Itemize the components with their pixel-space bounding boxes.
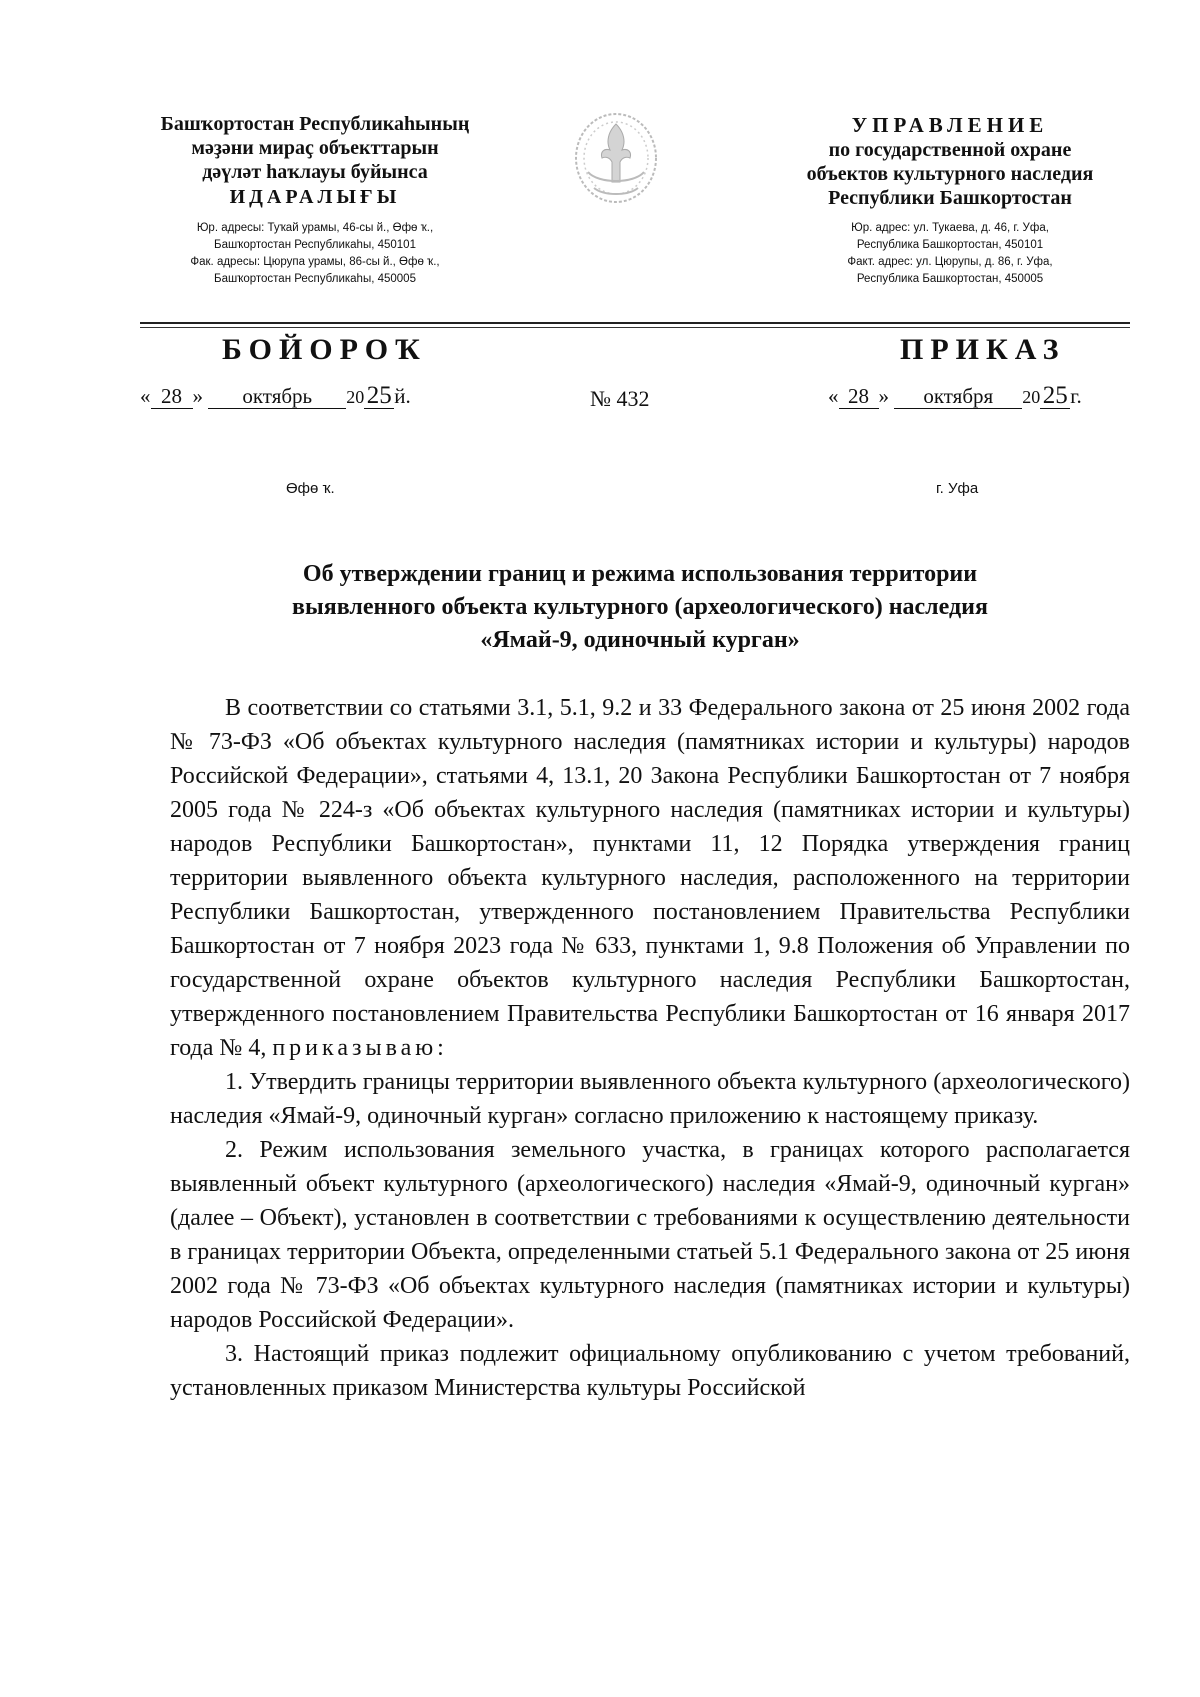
date-century: 20: [1022, 387, 1041, 407]
org-name-bashkir-line4: ИДАРАЛЫҒЫ: [229, 186, 401, 208]
city-bashkir: Өфө ҡ.: [286, 480, 335, 497]
org-name-bashkir-line1: Башҡортостан Республикаһының: [160, 113, 470, 135]
order-word: приказываю:: [272, 1035, 448, 1061]
date-bashkir: [140, 384, 411, 409]
preamble-paragraph: [170, 691, 1130, 1065]
order-heading: [170, 558, 1110, 657]
date-day: 28: [839, 384, 879, 409]
quote-close: »: [192, 384, 203, 408]
clause-2: 2. Режим использования земельного участка, в границах которого располагается выявленный объект культурного (археологического) наследия «Ямай-9, одиночный курган» (далее – Объект), установлен в соответствии с требованиями к осуществлению деятельности в границах территории Объекта, определенными статьей 5.1 Федерального закона от 25 июня 2002 года № 73-ФЗ «Об объектах культурного наследия (памятниках истории и культуры) народов Российской Федерации».: [170, 1137, 1130, 1333]
heading-line: выявленного объекта культурного (археологического) наследия: [292, 594, 988, 620]
preamble-text: В соответствии со статьями 3.1, 5.1, 9.2 и 33 Федерального закона от 25 июня 2002 года № 73-ФЗ «Об объектах культурного наследия (памятниках истории и культуры) народов Российской Федерации», статьями 4, 13.1, 20 Закона Республики Башкортостан от 7 ноября 2005 года № 224-з «Об объектах культурного наследия (памятниках истории и культуры) народов Республики Башкортостан», пунктами 11, 12 Порядка утверждения границ территории выявленного объекта культурного наследия, расположенного на территории Республики Башкортостан, утвержденного постановлением Правительства Республики Башкортостан от 7 ноября 2023 года № 633, пунктами 1, 9.8 Положения об Управлении по государственной охране объектов культурного наследия Республики Башкортостан, утвержденного постановлением Правительства Республики Башкортостан от 16 января 2017 года № 4,: [170, 695, 1130, 1061]
address-line: Башҡортостан Республикаһы, 450005: [214, 273, 416, 285]
city-russian: г. Уфа: [936, 480, 979, 497]
quote-open: «: [828, 384, 839, 408]
address-line: Юр. адрес: ул. Тукаева, д. 46, г. Уфа,: [851, 222, 1049, 234]
order-body: [170, 691, 1130, 1405]
header-right: [775, 112, 1125, 288]
date-russian: [828, 384, 1082, 409]
address-line: Фак. адресы: Цюрупа урамы, 86-сы й., Өфө ҡ.,: [190, 256, 440, 268]
order-number: № 432: [590, 386, 650, 411]
address-russian: [775, 220, 1125, 288]
date-month: октябрь: [208, 384, 346, 409]
org-name-bashkir-line2: мәҙәни мираҫ объекттарын: [191, 137, 439, 159]
org-name-russian-line3: объектов культурного наследия: [806, 163, 1094, 185]
address-line: Республика Башкортостан, 450005: [856, 273, 1044, 285]
coat-of-arms-emblem-icon: [568, 102, 664, 210]
heading-line: «Ямай-9, одиночный курган»: [480, 627, 800, 653]
address-line: Юр. адресы: Туҡай урамы, 46-сы й., Өфө ҡ.,: [196, 222, 434, 234]
document-type-bashkir: БОЙОРОҠ: [222, 333, 427, 366]
quote-close: »: [878, 384, 889, 408]
header-divider-thin: [140, 327, 1130, 328]
clause-1: 1. Утвердить границы территории выявленного объекта культурного (археологического) наследия «Ямай-9, одиночный курган» согласно приложению к настоящему приказу.: [170, 1069, 1130, 1129]
header-divider: [140, 322, 1130, 324]
address-line: Башҡортостан Республикаһы, 450101: [214, 239, 416, 251]
date-month: октября: [894, 384, 1022, 409]
clause-3: 3. Настоящий приказ подлежит официальному опубликованию с учетом требований, установленных приказом Министерства культуры Российской: [170, 1341, 1130, 1401]
address-bashkir: [135, 220, 495, 288]
header-left: [135, 112, 495, 288]
date-year: 25: [1040, 384, 1070, 409]
quote-open: «: [140, 384, 151, 408]
date-century: 20: [346, 387, 365, 407]
date-day: 28: [151, 384, 193, 409]
date-year: 25: [364, 384, 394, 409]
org-name-russian-line1: УПРАВЛЕНИЕ: [851, 113, 1049, 137]
date-suffix: г.: [1070, 384, 1082, 408]
heading-line: Об утверждении границ и режима использования территории: [302, 561, 978, 587]
org-name-russian-line2: по государственной охране: [828, 139, 1072, 161]
document-type-russian: ПРИКАЗ: [900, 333, 1066, 366]
org-name-russian-line4: Республики Башкортостан: [828, 187, 1072, 209]
org-name-bashkir-line3: дәүләт һаҡлауы буйынса: [202, 161, 428, 183]
date-suffix: й.: [394, 384, 411, 408]
address-line: Республика Башкортостан, 450101: [856, 239, 1044, 251]
address-line: Факт. адрес: ул. Цюрупы, д. 86, г. Уфа,: [847, 256, 1053, 268]
